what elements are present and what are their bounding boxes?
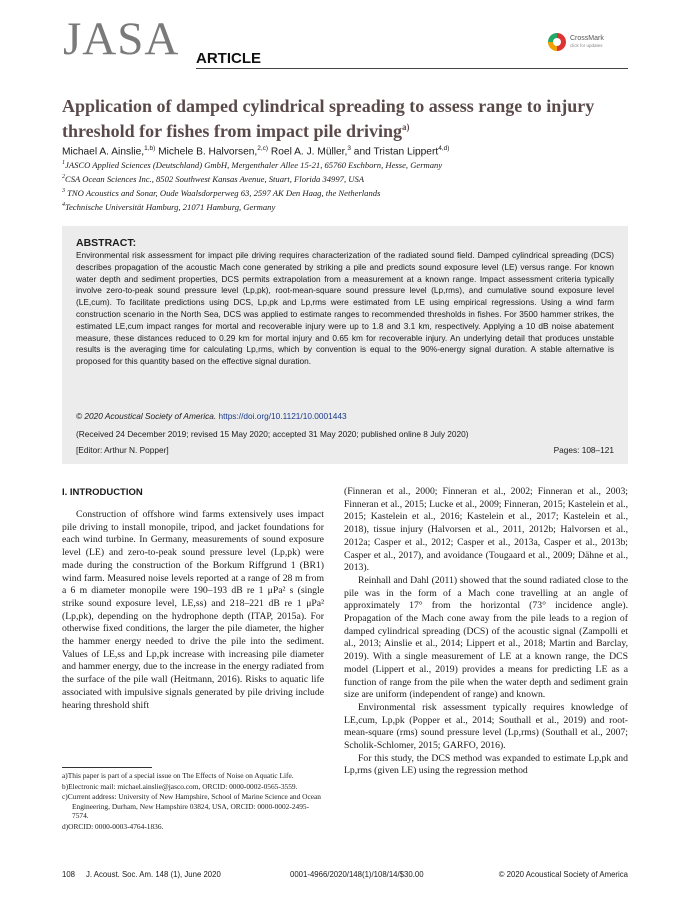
affiliation-sup: 2 [62, 174, 65, 180]
affiliation-text: CSA Ocean Sciences Inc., 8502 Southwest Kansas Avenue, Stuart, Florida 34997, USA [65, 173, 364, 184]
journal-logo: JASA [63, 13, 180, 65]
issn-line: 0001-4966/2020/148(1)/108/14/$30.00 [290, 870, 424, 879]
body-paragraph: For this study, the DCS method was expanded to estimate Lp,pk and Lp,rms (given LE) using the regression method [344, 752, 628, 777]
author-name: and Tristan Lippert [350, 146, 439, 158]
section-label: ARTICLE [196, 50, 261, 67]
affiliation [62, 172, 632, 185]
footnote-divider [62, 767, 152, 768]
body-paragraph: (Finneran et al., 2000; Finneran et al., 2002; Finneran et al., 2003; Finneran et al., 2015; Lucke et al., 2009; Finneran, 2015; Kastelein et al., 2015; Kastelein et al., 2016; Kastelein et al., 2017; Kastelein et al., 2018), tissue injury (Halvorsen et al., 2011, 2012b; Halvorsen et al., 2012a; Casper et al., 2012; Casper et al., 2013a, Casper et al., 2013b; Casper et al., 2017), and avoidance (Tougaard et al., 2009; Dähne et al., 2013). [344, 486, 628, 574]
author-sup: 2,c) [257, 145, 269, 152]
footnote: a)This paper is part of a special issue on The Effects of Noise on Aquatic Life. [62, 771, 294, 780]
author-list [62, 142, 632, 158]
affiliation-sup: 3 [62, 188, 65, 194]
received-dates: (Received 24 December 2019; revised 15 May 2020; accepted 31 May 2020; published online 8 July 2020) [76, 429, 469, 439]
crossmark-icon [548, 33, 566, 51]
paper-title [62, 96, 632, 142]
author-sup: 1,b) [144, 145, 156, 152]
title-footnote-marker[interactable]: a) [402, 122, 410, 132]
left-column [62, 509, 324, 712]
abstract-heading: ABSTRACT: [76, 237, 137, 249]
author-name: Michael A. Ainslie, [62, 146, 145, 158]
crossmark-title: CrossMark [570, 35, 604, 42]
affiliation [62, 200, 632, 213]
section-heading: I. INTRODUCTION [62, 487, 143, 498]
copyright-text: © 2020 Acoustical Society of America. [76, 411, 217, 421]
affiliation [62, 186, 632, 199]
body-paragraph: Reinhall and Dahl (2011) showed that the sound radiated close to the pile was in the form of a Mach cone travelling at an angle of approximately 17° from the horizontal (73° incidence angle). Propagation of the Mach cone away from the pile leads to a region of damped cylindrical spreading (DCS) of the acoustic signal (Zampolli et al., 2013; Ainslie et al., 2014; Lippert et al., 2018; Martin and Barclay, 2019). With a single measurement of LE at a known range, the DCS model (Lippert et al., 2019) provides a means for predicting LE as a function of range from the pile when the water depth and sediment grain size are uniform (independent of range) and known. [344, 574, 628, 701]
body-paragraph: Environmental risk assessment typically requires knowledge of LE,cum, Lp,pk (Popper et al., 2014; Southall et al., 2019) and root-mean-square (rms) sound pressure level (Lp,rms) (Southall et al., 2007; Scholik-Schlomer, 2015; GARFO, 2016). [344, 701, 628, 752]
footnotes [62, 771, 324, 833]
footnote: b)Electronic mail: michael.ainslie@jasco.com, ORCID: 0000-0002-0565-3559. [62, 781, 298, 791]
affiliation [62, 158, 632, 171]
author-sup: 3 [347, 145, 351, 152]
affiliation-sup: 1 [62, 160, 65, 166]
society-copyright: © 2020 Acoustical Society of America [498, 870, 628, 879]
affiliation-text: Technische Universität Hamburg, 21071 Hamburg, Germany [65, 201, 276, 212]
body-paragraph: Construction of offshore wind farms extensively uses impact pile driving to install monopile, tripod, and jacket foundations for each wind turbine. In Germany, measurements of sound exposure level (LE) and zero-to-peak sound pressure level (Lp,pk) were made during the construction of the Borkum Riffgrund 1 (BR1) wind farm. Measured noise levels reported at a range of 28 m from a 6 m diameter monopile were 190–193 dB re 1 μPa² s (single strike sound exposure level, LE,ss) and 218–221 dB re 1 μPa² (Lp,pk), depending on the hydrophone depth (ITAP, 2015a). For otherwise fixed conditions, the larger the pile diameter, the higher the hammer energy needed to drive the pile into the sediment. Values of LE,ss and Lp,pk increase with increasing pile diameter and hammer energy, due to the increase in the energy radiated from the surface of the pile wall (Heitmann, 2016). Risks to aquatic life associated with impulsive signals generated by pile driving include hearing threshold shift [62, 509, 324, 711]
right-column [344, 486, 628, 778]
editor-line: [Editor: Arthur N. Popper] [76, 445, 169, 455]
affiliation-text: TNO Acoustics and Sonar, Oude Waalsdorperweg 63, 2597 AK Den Haag, the Netherlands [65, 187, 381, 198]
author-name: Michele B. Halvorsen, [155, 146, 258, 158]
author-sup: 4,d) [438, 145, 450, 152]
page-number: 108 [62, 870, 76, 879]
copyright-line [76, 411, 614, 421]
page-range: Pages: 108–121 [553, 445, 614, 455]
author-name: Roel A. J. Müller, [268, 146, 348, 158]
doi-link[interactable]: https://doi.org/10.1121/10.0001443 [218, 411, 347, 421]
affiliation-sup: 4 [62, 202, 65, 208]
header-divider [196, 68, 628, 69]
abstract-text: Environmental risk assessment for impact pile driving requires characterization of the radiated sound field. Damped cylindrical spreading (DCS) describes propagation of the acoustic Mach cone generated by striking a pile and predicts sound exposure level (LE) versus range. For known water depth and sediment properties, DCS permits extrapolation from a measurement at a known range. Impact assessment criteria typically involve zero-to-peak sound pressure level (Lp,pk), root-mean-square sound pressure level (Lp,rms), and cumulative sound exposure level (LE,cum). To facilitate predictions using DCS, Lp,pk and Lp,rms were estimated from LE using empirical regressions. Using a wind farm construction scenario in the North Sea, DCS was applied to estimate ranges to recommended thresholds in fishes. For 3500 hammer strikes, the estimated LE,cum impact ranges for mortal and recoverable injury were up to 1.8 and 3.1 km, respectively. Applying a 10 dB noise abatement measure, these distances reduced to 0.29 km for mortal injury and 0.65 km for recoverable injury. An underlying detail that produces unstable results is the averaging time for calculating Lp,rms, which by convention is equal to the 90%-energy signal duration. A stable alternative is proposed for this quantity based on the effective signal duration. [76, 250, 614, 367]
affiliation-text: JASCO Applied Sciences (Deutschland) GmbH, Mergenthaler Allee 15-21, 65760 Eschborn, Hesse, Germany [65, 159, 443, 170]
footnote: d)ORCID: 0000-0003-4764-1836. [62, 821, 164, 831]
crossmark-subtitle: click for updates [570, 43, 603, 48]
paper-title-text: Application of damped cylindrical spreading to assess range to injury threshold for fishes from impact pile driving [62, 96, 595, 141]
footnote: c)Current address: University of New Hampshire, School of Marine Science and Ocean Engineering, Durham, New Hampshire 03824, USA, ORCID: 0000-0002-2495-7574. [62, 792, 322, 821]
journal-reference: J. Acoust. Soc. Am. 148 (1), June 2020 [86, 870, 221, 879]
crossmark-badge[interactable] [548, 33, 628, 55]
